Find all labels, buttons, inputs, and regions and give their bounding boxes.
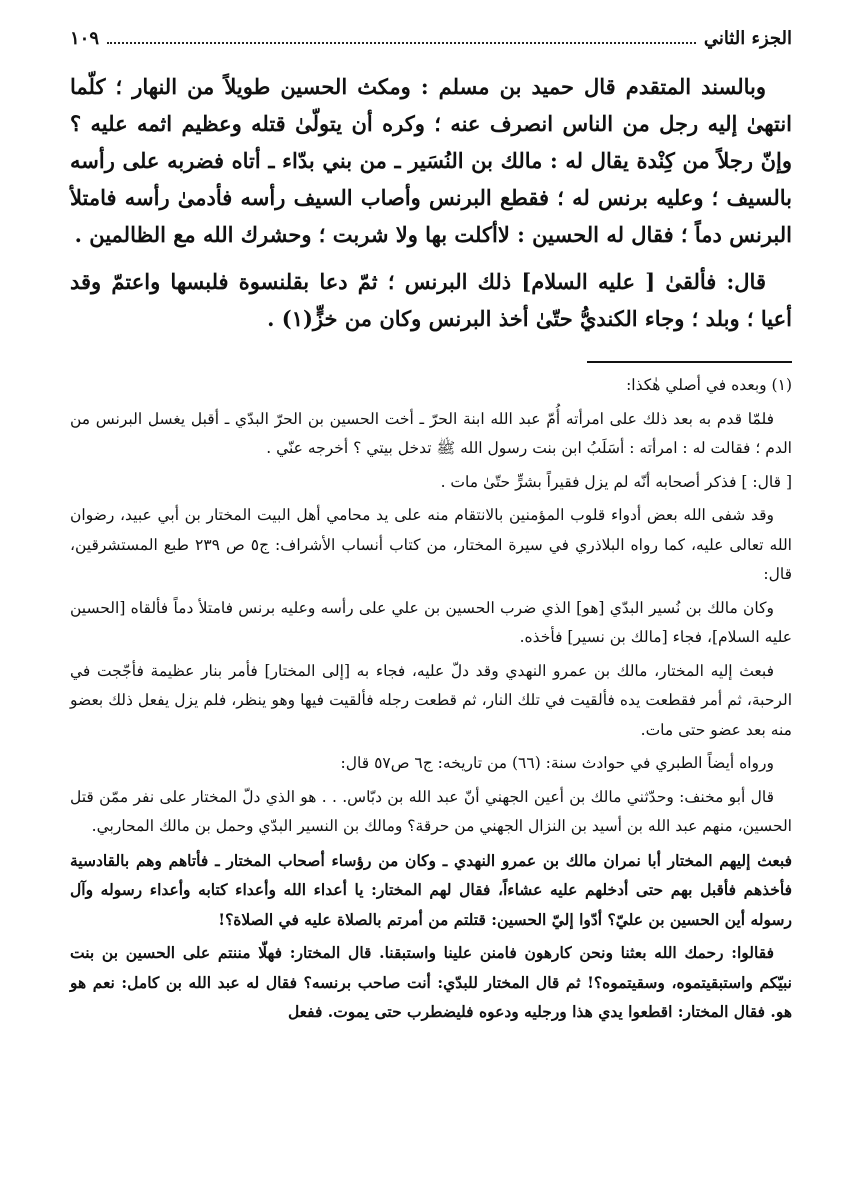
footnote-paragraph: قال أبو مخنف: وحدّثني مالك بن أعين الجهني أنّ عبد الله بن دبّاس. . . هو الذي دلّ المختار على نفر ممّن قتل الحسين، منهم عبد الله بن أسيد بن النزال الجهني من حرقة؟ ومالك بن النسير البدّي وحمل بن مالك المحاربي. <box>70 787 792 835</box>
footnote-paragraph: ورواه أيضاً الطبري في حوادث سنة: (٦٦) من تاريخه: ج٦ ص٥٧ قال: <box>340 754 774 772</box>
footnote-paragraph: فبعث إليهم المختار أبا نمران مالك بن عمرو النهدي ـ وكان من رؤساء أصحاب المختار ـ فأتاهم وهم بالقادسية فأخذهم فأقبل بهم حتى أدخلهم عليه عشاءاً، فقال لهم المختار: يا أعداء الله وأعداء كتابه وأعداء رسوله وآل رسوله أين الحسين بن عليّ؟ أدّوا إليّ الحسين: قتلتم من أمرتم بالصلاة عليه في الصلاة؟! <box>70 850 792 929</box>
footnote-paragraph: وقد شفى الله بعض أدواء قلوب المؤمنين بالانتقام منه على يد محامي أهل البيت المختار بن أبي عبيد، رضوان الله تعالى عليه، كما رواه البلاذري في سيرة المختار، من كتاب أنساب الأشراف: ج٥ ص ٢٣٩ طبع المستشرقين، قال: <box>70 506 792 583</box>
running-title: الجزء الثاني <box>703 28 792 49</box>
page-number: ١٠٩ <box>70 28 100 49</box>
footnote-paragraph: وكان مالك بن نُسير البدّي [هو] الذي ضرب الحسين بن علي على رأسه وعليه برنس فامتلأ دماً فألقاه [الحسين عليه السلام]، فجاء [مالك بن نسير] فأخذه. <box>70 598 792 646</box>
footnote-paragraph: فبعث إليه المختار، مالك بن عمرو النهدي وقد دلّ عليه، فجاء به [إلى المختار] فأمر بنار عظيمة فأجّجت في الرحبة، ثم أمر فقطعت يده فألقيت في تلك النار، ثم قطعت رجله فألقيت فيها وهو ينظر، فلم يزل يفعل ذلك بعضو منه بعد عضو حتى مات. <box>70 661 792 739</box>
dotted-leader <box>107 42 696 44</box>
main-paragraph: وبالسند المتقدم قال حميد بن مسلم : ومكث الحسين طويلاً من النهار ؛ كلّما انتهىٰ إليه رجل من الناس انصرف عنه ؛ وكره أن يتولّىٰ قتله وعظيم اثمه عليه ؟ وإنّ رجلاً من كِنْدة يقال له : مالك بن النُسَير ـ من بني بدّاء ـ أتاه فضربه على رأسه بالسيف ؛ وعليه برنس له ؛ فقطع البرنس وأصاب السيف رأسه فأدمىٰ رأسه فامتلأ البرنس دماً ؛ فقال له الحسين : لاأكلت بها ولا شربت ؛ وحشرك الله مع الظالمين . <box>70 74 792 247</box>
footnotes <box>70 371 792 1027</box>
main-paragraph: قال: فألقىٰ [ عليه السلام] ذلك البرنس ؛ ثمّ دعا بقلنسوة فلبسها واعتمّ وقد أعيا ؛ وبلد ؛ وجاء الكنديُّ حتّىٰ أخذ البرنس وكان من خزٍّ(١) . <box>70 269 792 331</box>
footnote-paragraph: فقالوا: رحمك الله بعثنا ونحن كارهون فامنن علينا واستبقنا. قال المختار: فهلّا مننتم على الحسين بن بنت نبيّكم واستبقيتموه، وسقيتموه؟! ثم قال المختار للبدّي: أنت صاحب برنسه؟ فقال له عبد الله بن كامل: نعم هو هو. فقال المختار: اقطعوا يدي هذا ورجليه ودعوه فليضطرب حتى يموت. ففعل <box>70 943 792 1021</box>
page-header <box>70 28 792 58</box>
footnote-separator <box>587 361 792 363</box>
footnote-paragraph: فلمّا قدم به بعد ذلك على امرأته أُمّ عبد الله ابنة الحرّ ـ أخت الحسين بن الحرّ البدّي ـ أقبل يغسل البرنس من الدم ؛ فقالت له : امرأته : أسَلَبُ ابن بنت رسول الله ﷺ تدخل بيتي ؟ أخرجه عنّي . <box>70 409 792 457</box>
footnote-paragraph: [ قال: ] فذكر أصحابه أنّه لم يزل فقيراً بشرٍّ حتّىٰ مات . <box>440 472 792 491</box>
main-text <box>70 68 792 337</box>
footnote-intro: (١) وبعده في أصلي هٰكذا: <box>626 376 792 394</box>
